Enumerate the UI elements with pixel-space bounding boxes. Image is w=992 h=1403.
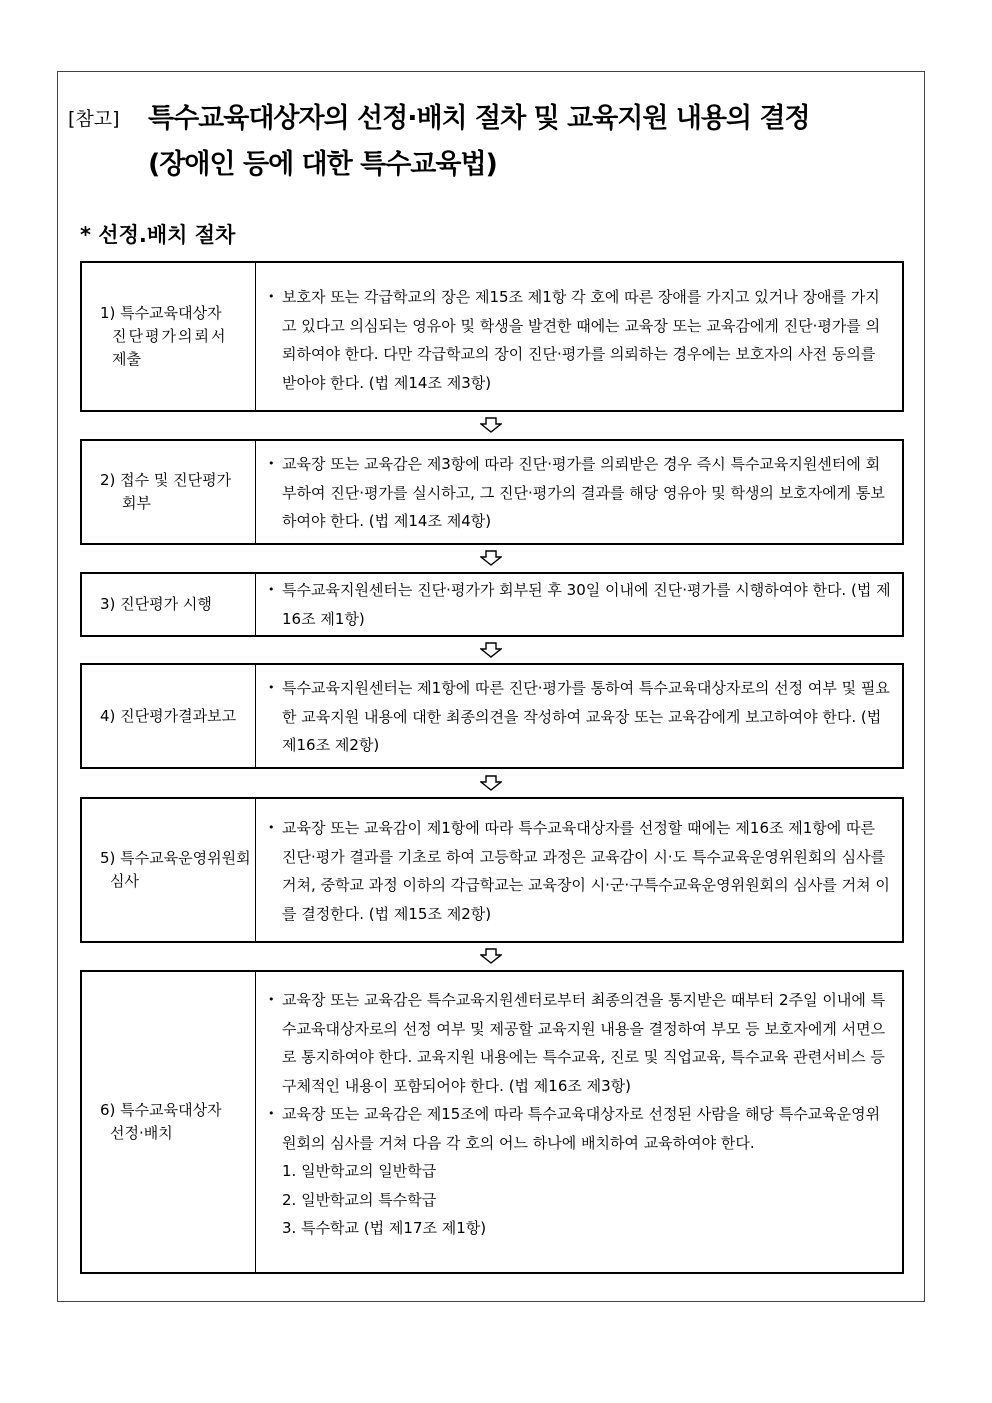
down-arrow-icon bbox=[480, 642, 502, 658]
placement-option-2: 2. 일반학교의 특수학급 bbox=[282, 1190, 437, 1209]
step-1-box bbox=[80, 261, 904, 412]
step-1-label-line-2: 진단평가의뢰서 bbox=[112, 327, 228, 345]
document-title bbox=[148, 96, 810, 188]
down-arrow-icon bbox=[480, 775, 502, 791]
section-heading: * 선정.배치 절차 bbox=[80, 223, 236, 247]
step-1-label-line-3: 제출 bbox=[112, 350, 141, 368]
step-3-label bbox=[82, 574, 256, 635]
title-prefix: [참고] bbox=[68, 108, 120, 130]
step-1-bullet-1: • 보호자 또는 각급학교의 장은 제15조 제1항 각 호에 따른 장애를 가지고 있거나 장애를 가지고 있다고 의심되는 영유아 및 학생을 발견한 때에는 교육장 또는 교육감에게 진단·평가를 의뢰하여야 한다. 다만 각급학교의 장이 진단·평가를 의뢰하는 경우에는 보호자의 사전 동의를 받아야 한다. (법 제14조 제3항) bbox=[268, 283, 892, 397]
step-2-label-line-1: 2) 접수 및 진단평가 bbox=[100, 471, 232, 489]
step-6-label-line-2: 선정·배치 bbox=[110, 1124, 173, 1142]
step-5-label bbox=[82, 799, 256, 941]
step-4-content bbox=[256, 665, 902, 767]
step-6-label bbox=[82, 972, 256, 1272]
placement-option-3: 3. 특수학교 (법 제17조 제1항) bbox=[282, 1219, 487, 1237]
step-6-bullet-1: • 교육장 또는 교육감은 특수교육지원센터로부터 최종의견을 통지받은 때부터 2주일 이내에 특수교육대상자로의 선정 여부 및 제공할 교육지원 내용을 결정하여 부모 등 보호자에게 서면으로 통지하여야 한다. 교육지원 내용에는 특수교육, 진로 및 직업교육, 특수교육 관련서비스 등 구체적인 내용이 포함되어야 한다. (법 제16조 제3항) bbox=[268, 986, 892, 1100]
step-2-label bbox=[82, 441, 256, 543]
step-3-content bbox=[256, 574, 902, 635]
step-1-label-line-1: 1) 특수교육대상자 bbox=[100, 304, 222, 322]
step-2-label-line-2: 회부 bbox=[122, 494, 151, 512]
step-6-content bbox=[256, 972, 902, 1272]
step-1-label bbox=[82, 263, 256, 410]
step-5-box bbox=[80, 797, 904, 943]
step-4-label-line-1: 4) 진단평가결과보고 bbox=[100, 706, 237, 725]
down-arrow-icon bbox=[480, 948, 502, 964]
step-3-box bbox=[80, 572, 904, 637]
step-3-bullet-1: • 특수교육지원센터는 진단·평가가 회부된 후 30일 이내에 진단·평가를 시행하여야 한다. (법 제16조 제1항) bbox=[268, 576, 892, 633]
step-5-content bbox=[256, 799, 902, 941]
title-line-1: 특수교육대상자의 선정·배치 절차 및 교육지원 내용의 결정 bbox=[148, 103, 810, 134]
step-2-content bbox=[256, 441, 902, 543]
step-5-label-line-2: 심사 bbox=[110, 872, 139, 890]
down-arrow-icon bbox=[480, 550, 502, 566]
step-6-bullet-2: • 교육장 또는 교육감은 제15조에 따라 특수교육대상자로 선정된 사람을 해당 특수교육운영위원회의 심사를 거쳐 다음 각 호의 어느 하나에 배치하여 교육하여야 한다. bbox=[268, 1100, 892, 1157]
down-arrow-icon bbox=[480, 417, 502, 433]
step-2-box bbox=[80, 439, 904, 545]
step-5-bullet-1: • 교육장 또는 교육감이 제1항에 따라 특수교육대상자를 선정할 때에는 제16조 제1항에 따른 진단·평가 결과를 기초로 하여 고등학교 과정은 교육감이 시·도 특수교육운영위원회의 심사를 거쳐, 중학교 과정 이하의 각급학교는 교육장이 시·군·구특수교육운영위원회의 심사를 거쳐 이를 결정한다. (법 제15조 제2항) bbox=[268, 814, 892, 928]
title-line-2: (장애인 등에 대한 특수교육법) bbox=[148, 149, 497, 180]
step-2-bullet-1: • 교육장 또는 교육감은 제3항에 따라 진단·평가를 의뢰받은 경우 즉시 특수교육지원센터에 회부하여 진단·평가를 실시하고, 그 진단·평가의 결과를 해당 영유아 및 학생의 보호자에게 통보하여야 한다. (법 제14조 제4항) bbox=[268, 450, 892, 536]
step-6-box bbox=[80, 970, 904, 1274]
step-3-label-line-1: 3) 진단평가 시행 bbox=[100, 595, 212, 613]
step-5-label-line-1: 5) 특수교육운영위원회 bbox=[100, 849, 251, 867]
step-1-content bbox=[256, 263, 902, 410]
placement-option-1: 1. 일반학교의 일반학급 bbox=[282, 1162, 437, 1180]
step-4-label bbox=[82, 665, 256, 767]
step-4-box bbox=[80, 663, 904, 769]
step-4-bullet-1: • 특수교육지원센터는 제1항에 따른 진단·평가를 통하여 특수교육대상자로의 선정 여부 및 필요한 교육지원 내용에 대한 최종의견을 작성하여 교육장 또는 교육감에게 보고하여야 한다. (법 제16조 제2항) bbox=[268, 674, 892, 760]
step-6-label-line-1: 6) 특수교육대상자 bbox=[100, 1101, 222, 1119]
